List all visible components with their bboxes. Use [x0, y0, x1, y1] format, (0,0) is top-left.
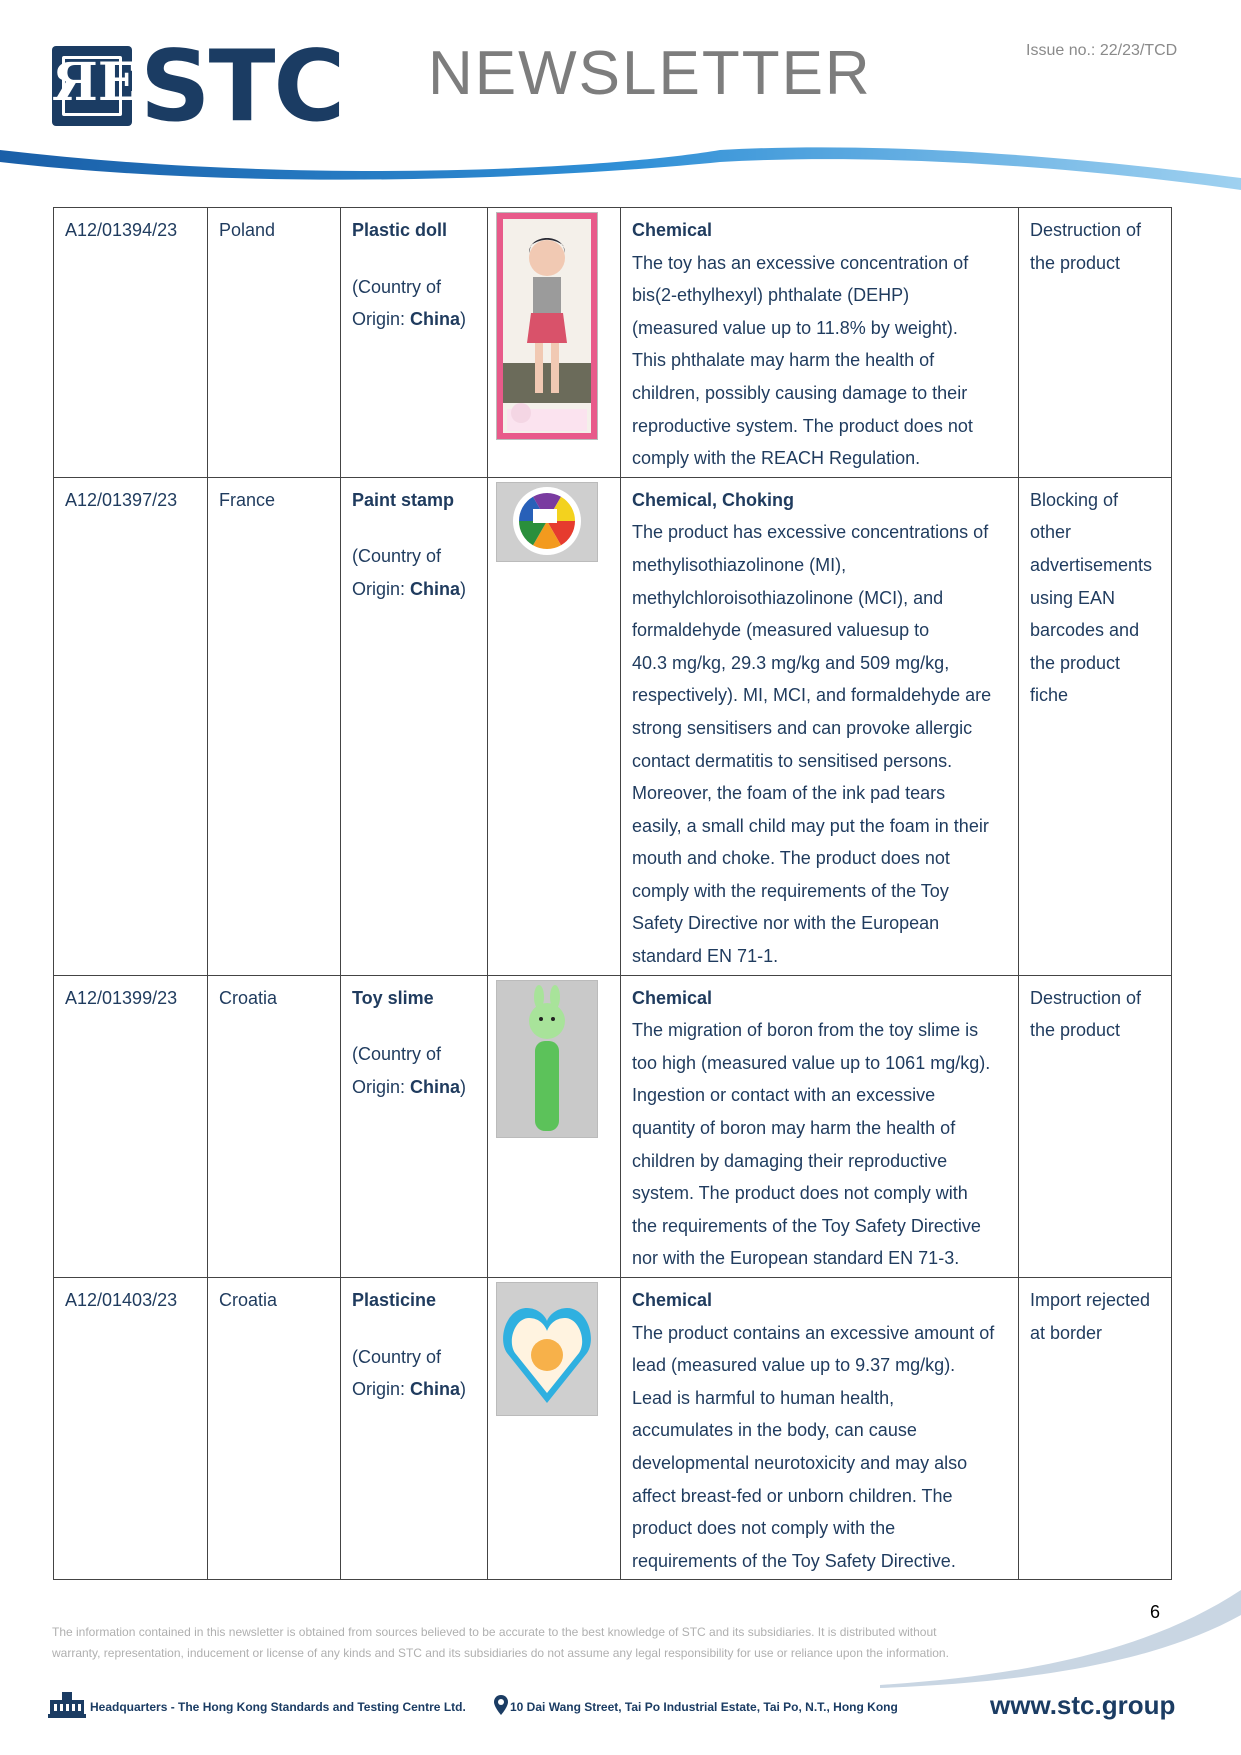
risk-description-line: strong sensitisers and can provoke allergic [632, 717, 973, 738]
measure-line: Import rejected [1030, 1290, 1151, 1310]
location-pin-icon [494, 1695, 508, 1715]
risk-description-line: lead (measured value up to 9.37 mg/kg). [632, 1355, 956, 1376]
measures-cell [1019, 208, 1172, 478]
origin-line [352, 303, 476, 336]
risk-description-line: This phthalate may harm the health of [632, 350, 935, 371]
recall-table-body [54, 208, 1172, 1580]
paint-stamp-photo [496, 482, 598, 562]
risk-description-line: methylchloroisothiazolinone (MCI), and [632, 587, 944, 608]
risk-description-line: bis(2-ethylhexyl) phthalate (DEHP) [632, 285, 910, 306]
country-name: Croatia [219, 987, 278, 1008]
risk-cell [621, 1278, 1019, 1580]
risk-description-line: methylisothiazolinone (MI), [632, 554, 847, 575]
origin-line [352, 573, 476, 606]
origin-suffix: ) [460, 309, 467, 330]
disclaimer [52, 1622, 1012, 1664]
risk-description-line: comply with the REACH Regulation. [632, 448, 921, 469]
origin-country: China [410, 1076, 461, 1097]
address-text: 10 Dai Wang Street, Tai Po Industrial Estate, Tai Po, N.T., Hong Kong [510, 1700, 898, 1714]
measure-line: Blocking of [1030, 489, 1119, 510]
country-name: France [219, 489, 276, 510]
risk-description-line: too high (measured value up to 1061 mg/kg). [632, 1052, 991, 1073]
risk-description-line: Lead is harmful to human health, [632, 1387, 895, 1408]
reference-cell [54, 477, 208, 975]
risk-description-line: accumulates in the body, can cause [632, 1420, 917, 1441]
measure-line: Destruction of [1030, 987, 1142, 1008]
reference-number: A12/01394/23 [65, 220, 178, 240]
risk-description-line: Ingestion or contact with an excessive [632, 1085, 936, 1106]
website-link[interactable]: www.stc.group [990, 1690, 1176, 1720]
country-cell [208, 208, 341, 478]
risk-description-line: developmental neurotoxicity and may also [632, 1452, 968, 1473]
risk-description-line: easily, a small child may put the foam in their [632, 815, 989, 836]
plasticine-photo [496, 1282, 598, 1416]
origin-label: Origin: [352, 1379, 411, 1400]
reference-number: A12/01399/23 [65, 987, 178, 1008]
product-cell [341, 208, 488, 478]
risk-description-line: affect breast-fed or unborn children. The [632, 1485, 953, 1506]
risk-description-line: system. The product does not comply with [632, 1183, 968, 1204]
origin-prefix: (Country of [352, 276, 442, 297]
table-row [54, 1278, 1172, 1580]
measure-line: fiche [1030, 685, 1069, 706]
headquarters-text: Headquarters - The Hong Kong Standards and Testing Centre Ltd. [90, 1700, 466, 1714]
measure-line: advertisements [1030, 554, 1153, 575]
issue-number: Issue no.: 22/23/TCD [1026, 42, 1178, 59]
risk-description-line: The migration of boron from the toy slime is [632, 1020, 979, 1041]
origin-line [352, 1373, 476, 1406]
risk-description-line: standard EN 71-1. [632, 946, 779, 967]
footer [48, 1690, 1193, 1720]
measure-line: at border [1030, 1322, 1103, 1343]
measures-cell [1019, 477, 1172, 975]
newsletter-title: NEWSLETTER [428, 39, 872, 108]
origin-prefix: (Country of [352, 546, 442, 567]
risk-description-line: mouth and choke. The product does not [632, 848, 950, 869]
building-icon [48, 1692, 86, 1718]
origin-label: Origin: [352, 578, 411, 599]
risk-description-line: The product contains an excessive amount of [632, 1322, 995, 1343]
product-cell [341, 975, 488, 1277]
image-cell [488, 975, 621, 1277]
origin-prefix: (Country of [352, 1044, 442, 1065]
country-cell [208, 1278, 341, 1580]
risk-description-line: requirements of the Toy Safety Directive. [632, 1550, 956, 1571]
image-cell [488, 208, 621, 478]
risk-description-line: contact dermatitis to sensitised persons. [632, 750, 953, 771]
risk-description-line: The product has excessive concentrations of [632, 522, 989, 543]
origin-line [352, 1071, 476, 1104]
table-row [54, 975, 1172, 1277]
reference-cell [54, 1278, 208, 1580]
disclaimer-line: warranty, representation, inducement or license of any kinds and STC and its subsidiaries do not assume any legal responsibility for use or reliance upon the information. [52, 1646, 949, 1660]
risk-type: Chemical [632, 1290, 713, 1310]
risk-description-line: product does not comply with the [632, 1518, 896, 1539]
risk-description-line: nor with the European standard EN 71-3. [632, 1248, 960, 1269]
origin-label: Origin: [352, 309, 411, 330]
disclaimer-line: The information contained in this newsletter is obtained from sources believed to be accurate to the best knowledge of STC and its subsidiaries. It is distributed without [52, 1625, 937, 1639]
measure-line: Destruction of [1030, 220, 1142, 240]
measures-cell [1019, 1278, 1172, 1580]
risk-description-line: respectively). MI, MCI, and formaldehyde are [632, 685, 992, 706]
measure-line: the product [1030, 652, 1121, 673]
measures-cell [1019, 975, 1172, 1277]
origin-country: China [410, 578, 461, 599]
header-swoosh [0, 140, 1241, 200]
risk-description-line: 40.3 mg/kg, 29.3 mg/kg and 509 mg/kg, [632, 652, 950, 673]
origin-country: China [410, 309, 461, 330]
risk-description-line: formaldehyde (measured valuesup to [632, 620, 930, 641]
risk-description-line: quantity of boron may harm the health of [632, 1118, 956, 1139]
reference-number: A12/01403/23 [65, 1290, 178, 1310]
reference-cell [54, 975, 208, 1277]
origin-country: China [410, 1379, 461, 1400]
risk-cell [621, 477, 1019, 975]
measure-line: the product [1030, 1020, 1121, 1041]
origin-suffix: ) [460, 1379, 467, 1400]
stc-logo [52, 30, 352, 144]
product-name: Plasticine [352, 1290, 437, 1310]
risk-description-line: Safety Directive nor with the European [632, 913, 940, 934]
measure-line: other [1030, 522, 1072, 543]
plastic-doll-photo [496, 212, 598, 440]
product-name: Paint stamp [352, 489, 455, 510]
product-name: Toy slime [352, 987, 434, 1008]
risk-description-line: The toy has an excessive concentration of [632, 252, 969, 273]
reference-cell [54, 208, 208, 478]
risk-description-line: (measured value up to 11.8% by weight). [632, 317, 958, 338]
risk-cell [621, 975, 1019, 1277]
origin-suffix: ) [460, 578, 467, 599]
recall-table [53, 207, 1172, 1580]
country-name: Poland [219, 220, 276, 240]
stc-logo-text: STC [140, 30, 344, 144]
risk-description-line: children, possibly causing damage to their [632, 382, 968, 403]
stc-logo-mark: ЯE [52, 46, 132, 126]
risk-description-line: reproductive system. The product does not [632, 415, 973, 436]
toy-slime-photo [496, 980, 598, 1138]
country-cell [208, 975, 341, 1277]
origin-suffix: ) [460, 1076, 467, 1097]
image-cell [488, 477, 621, 975]
measure-line: barcodes and [1030, 620, 1140, 641]
product-cell [341, 477, 488, 975]
table-row [54, 477, 1172, 975]
risk-description-line: children by damaging their reproductive [632, 1150, 948, 1171]
risk-type: Chemical, Choking [632, 489, 795, 510]
product-name: Plastic doll [352, 220, 448, 240]
risk-cell [621, 208, 1019, 478]
country-name: Croatia [219, 1290, 278, 1310]
reference-number: A12/01397/23 [65, 489, 178, 510]
table-row [54, 208, 1172, 478]
measure-line: using EAN [1030, 587, 1116, 608]
country-cell [208, 477, 341, 975]
risk-description-line: the requirements of the Toy Safety Directive [632, 1215, 981, 1236]
risk-description-line: comply with the requirements of the Toy [632, 880, 949, 901]
product-cell [341, 1278, 488, 1580]
image-cell [488, 1278, 621, 1580]
measure-line: the product [1030, 252, 1121, 273]
risk-type: Chemical [632, 987, 713, 1008]
origin-prefix: (Country of [352, 1346, 442, 1367]
risk-type: Chemical [632, 220, 713, 240]
origin-label: Origin: [352, 1076, 411, 1097]
risk-description-line: Moreover, the foam of the ink pad tears [632, 783, 946, 804]
page-number: 6 [1150, 1602, 1161, 1622]
